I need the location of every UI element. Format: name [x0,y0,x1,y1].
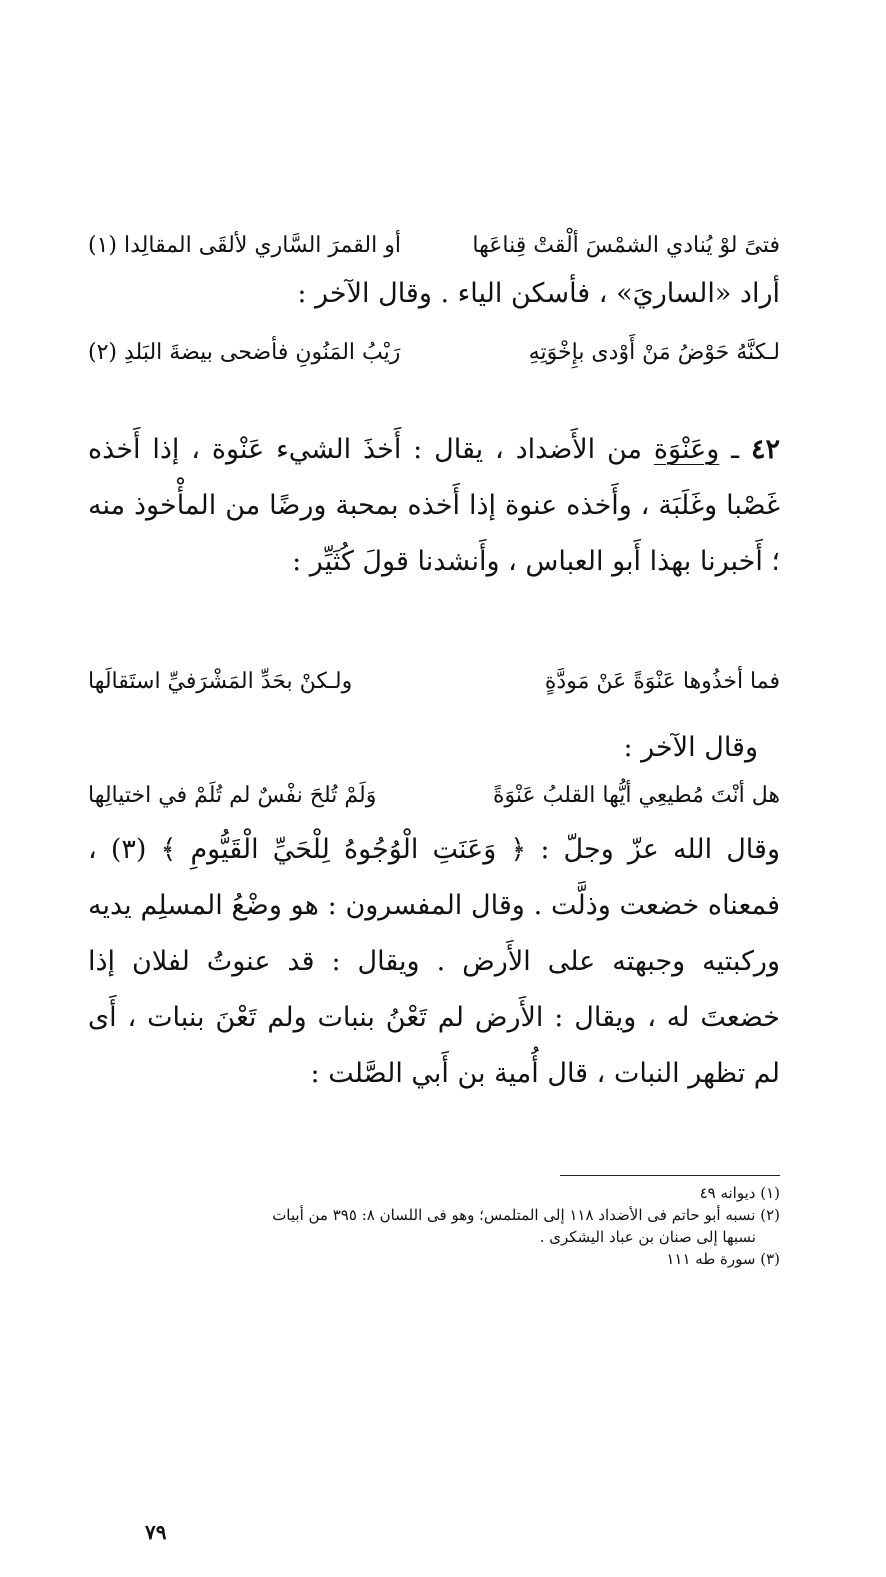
prose-line-arad: أراد «الساريَ» ، فأسكن الياء . وقال الآخر : [297,278,780,309]
entry-body: من الأَضداد ، يقال : أَخذَ الشيء عَنْوة ، إذا أَخذه غَصْبا وغَلَبَة ، وأَخذه عنوة إذا أَخذه بمحبة ورضًا من المأْخوذ منه ؛ أَخبرنا بهذا أَبو العباس ، وأَنشدنا قولَ كُثَيِّر : [88,434,780,577]
verse-1-first-hemistich: فتىً لوْ يُنادي الشمْسَ ألْقتْ قِناعَها [472,233,780,258]
footnotes [88,1182,780,1270]
footnote-separator [560,1175,780,1176]
entry-42-text [88,422,780,590]
verse-3 [88,664,780,700]
entry-dash: ـ [731,434,740,465]
entry-number: ٤٢ [750,434,780,465]
verse-4 [88,778,780,814]
entry-42-paragraph [88,422,780,590]
footnote-3: (٣) سورة طه ١١١ [666,1250,780,1268]
verse-1 [88,228,780,264]
quran-paragraph [88,822,780,1102]
quran-paragraph-text: وقال الله عزّ وجلّ : ﴿ وَعَنَتِ الْوُجُوهُ لِلْحَيِّ الْقَيُّومِ ﴾ (٣) ، فمعناه خضعت وذلَّت . وقال المفسرون : هو وضْعُ المسلِم يديه وركبتيه وجبهته على الأَرض . ويقال : قد عنوتُ لفلان إذا خضعتَ له ، ويقال : الأَرض لم تَعْنُ بنبات ولم تَعْنَ بنبات ، أَى لم تظهر النبات ، قال أُمية بن أَبي الصَّلت : [88,834,780,1089]
footnote-2: (٢) نسبه أبو حاتم فى الأضداد ١١٨ إلى المتلمس؛ وهو فى اللسان ٨: ٣٩٥ من أبيات [272,1206,780,1224]
footnote-2-continuation: نسبها إلى صنان بن عباد اليشكرى . [539,1228,756,1246]
verse-2-first-hemistich: لـكنَّهُ حَوْضُ مَنْ أَوْدى بإِخْوَتِهِ [528,340,780,365]
verse-4-second-hemistich: وَلَمْ تُلحَ نفْسٌ لم تُلَمْ في اختيالِها [88,783,377,808]
verse-1-second-hemistich: أو القمرَ السَّاري لألقَى المقالِدا (١) [88,233,401,258]
page-number: ٧٩ [145,1520,167,1544]
verse-2 [88,335,780,371]
verse-3-second-hemistich: ولـكنْ بحَدِّ المَشْرَفيِّ استَقالَها [88,669,353,694]
verse-3-first-hemistich: فما أخذُوها عَنْوَةً عَنْ مَودَّةٍ [544,669,780,694]
footnote-1: (١) ديوانه ٤٩ [699,1184,780,1202]
entry-headword: وعَنْوَة [653,434,720,465]
prose-line-qala: وقال الآخر : [623,732,758,763]
verse-4-first-hemistich: هل أنْتَ مُطيعِي أيُّها القلبُ عَنْوَةً [492,783,780,808]
verse-2-second-hemistich: رَيْبُ المَنُونِ فأضحى بيضةَ البَلدِ (٢) [88,340,401,365]
